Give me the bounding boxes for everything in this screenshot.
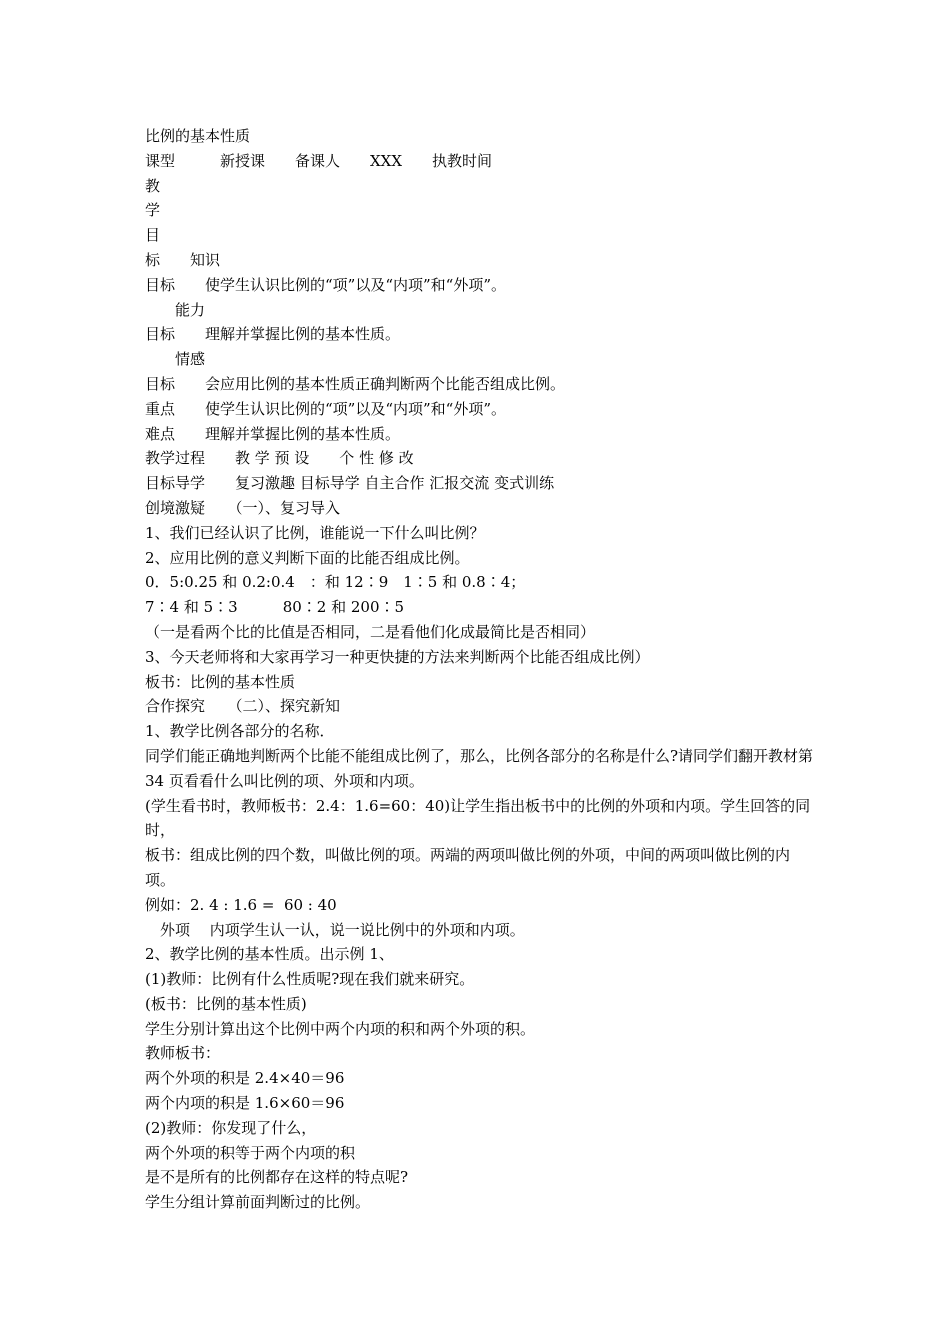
paragraph: 同学们能正确地判断两个比能不能组成比例了，那么，比例各部分的名称是什么?请同学们翻开教材第 34 页看看什么叫比例的项、外项和内项。 (145, 746, 814, 790)
text-line: 情感 (145, 350, 206, 369)
text-line: (板书：比例的基本性质) (145, 994, 307, 1013)
text-line: 合作探究 （二）、探究新知 (145, 697, 341, 716)
text-line: 目标 使学生认识比例的“项”以及“内项”和“外项”。 (145, 275, 507, 294)
text-line: 3、今天老师将和大家再学习一种更快捷的方法来判断两个比能否组成比例） (145, 647, 650, 666)
text-line: 板书：比例的基本性质 (145, 672, 296, 691)
text-line: (1)教师：比例有什么性质呢?现在我们就来研究。 (145, 970, 475, 989)
text-line: 目标导学 复习激趣 目标导学 自主合作 汇报交流 变式训练 (145, 474, 555, 493)
text-line: （一是看两个比的比值是否相同，二是看他们化成最简比是否相同） (145, 622, 596, 641)
text-line: 目标 理解并掌握比例的基本性质。 (145, 325, 401, 344)
paragraph: (学生看书时，教师板书：2.4：1.6=60：40)让学生指出板书中的比例的外项和内项。学生回答的同时， (145, 796, 811, 840)
text-line: 教师板书： (145, 1044, 221, 1063)
text-line: 难点 理解并掌握比例的基本性质。 (145, 424, 401, 443)
text-line: 课型 新授课 备课人 XXX 执教时间 (145, 151, 493, 170)
text-line: 外项 内项学生认一认，说一说比例中的外项和内项。 (145, 920, 525, 939)
text-line: 教学过程 教 学 预 设 个 性 修 改 (145, 449, 414, 468)
text-line: 2、应用比例的意义判断下面的比能否组成比例。 (145, 548, 470, 567)
text-line: 目 (145, 226, 161, 245)
text-line: 学 (145, 201, 161, 220)
text-line: 标 知识 (145, 250, 221, 269)
text-line: 学生分别计算出这个比例中两个内项的积和两个外项的积。 (145, 1019, 536, 1038)
text-line: 例如：2. 4 : 1.6 = 60 : 40 (145, 895, 337, 914)
text-line: 学生分组计算前面判断过的比例。 (145, 1193, 371, 1212)
document-title: 比例的基本性质 (145, 127, 251, 145)
text-line: 两个内项的积是 1.6×60＝96 (145, 1094, 345, 1113)
text-line: 2、教学比例的基本性质。出示例 1、 (145, 945, 394, 964)
text-line: 1、我们已经认识了比例，谁能说一下什么叫比例？ (145, 523, 485, 542)
text-line: 7∶4 和 5∶3 80∶2 和 200∶5 (145, 598, 405, 617)
text-line: 创境激疑 （一）、复习导入 (145, 498, 341, 517)
text-line: 能力 (145, 300, 206, 319)
text-line: 1、教学比例各部分的名称． (145, 722, 335, 741)
text-line: (2)教师：你发现了什么， (145, 1118, 317, 1137)
text-line: 0．5:0.25 和 0.2:0.4 ：和 12∶9 1∶5 和 0.8∶4； (145, 573, 526, 592)
text-line: 两个外项的积是 2.4×40＝96 (145, 1069, 345, 1088)
text-line: 两个外项的积等于两个内项的积 (145, 1143, 356, 1162)
document-page (145, 124, 815, 1215)
text-line: 是不是所有的比例都存在这样的特点呢? (145, 1168, 409, 1187)
text-line: 目标 会应用比例的基本性质正确判断两个比能否组成比例。 (145, 374, 566, 393)
text-line: 教 (145, 176, 161, 195)
text-line: 重点 使学生认识比例的“项”以及“内项”和“外项”。 (145, 399, 507, 418)
paragraph: 板书：组成比例的四个数，叫做比例的项。两端的两项叫做比例的外项，中间的两项叫做比例的内项。 (145, 846, 791, 889)
